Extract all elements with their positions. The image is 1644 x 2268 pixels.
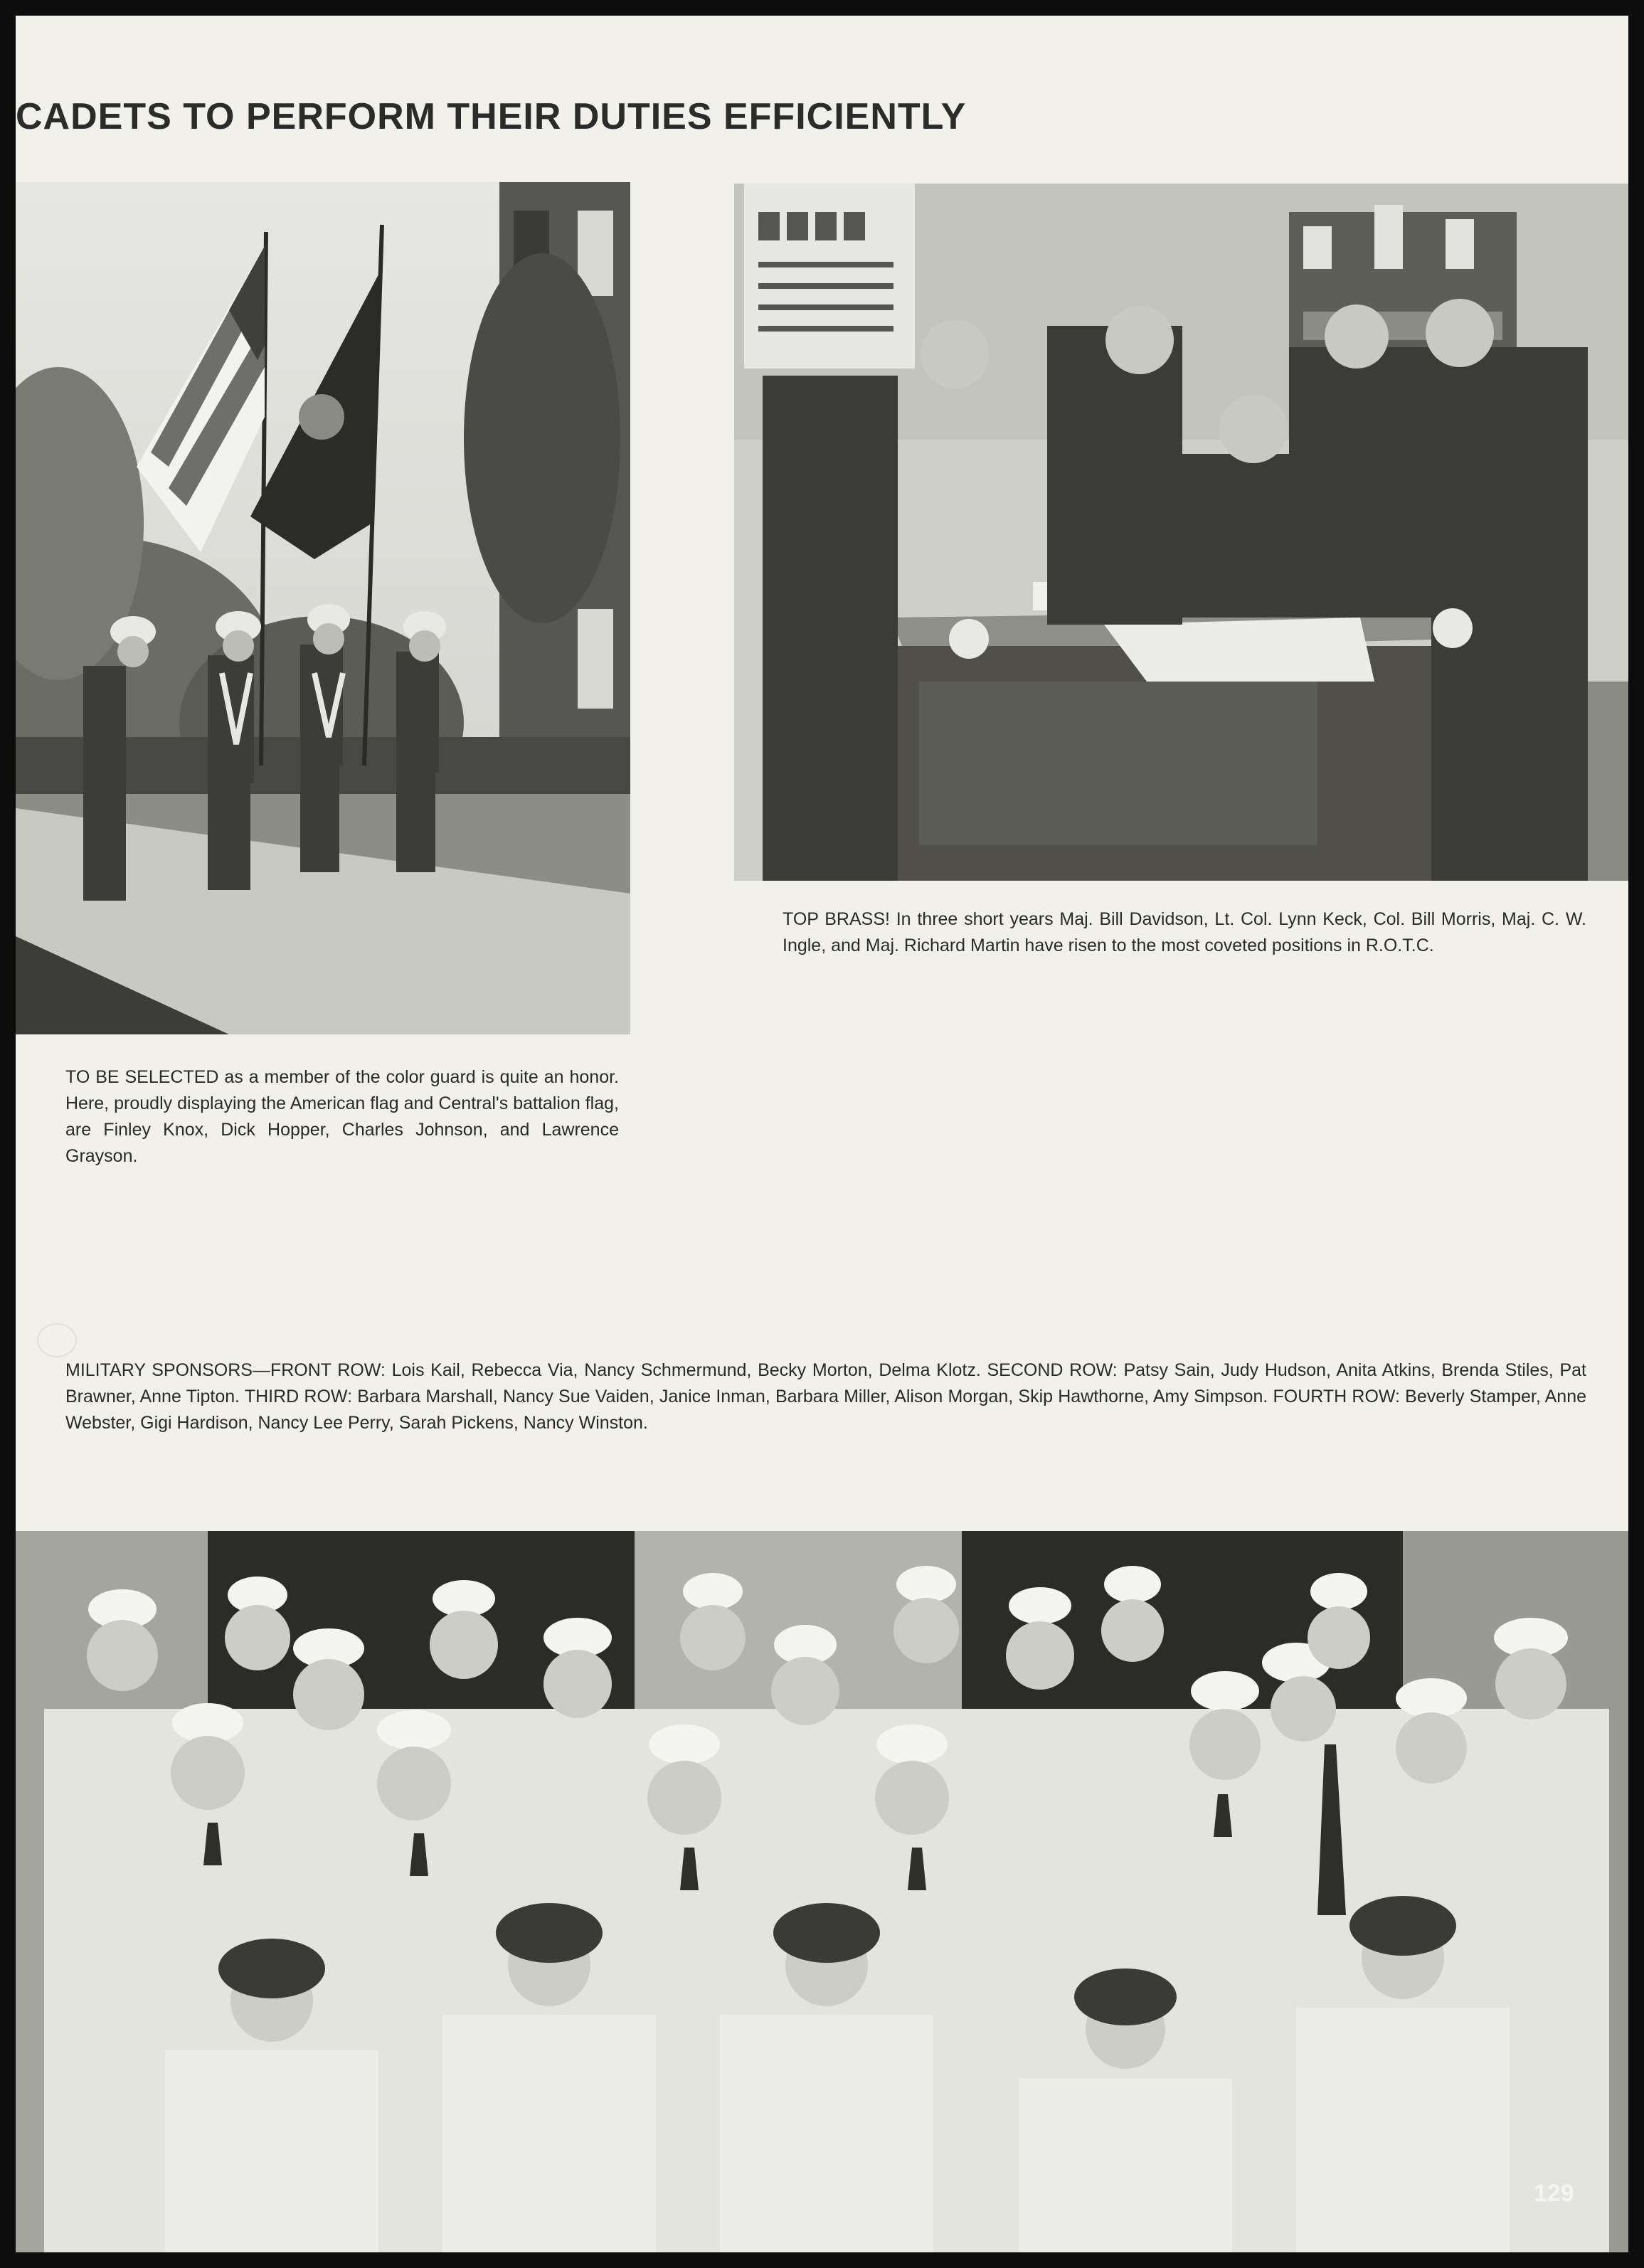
- military-sponsors-caption: MILITARY SPONSORS—FRONT ROW: Lois Kail, Rebecca Via, Nancy Schmermund, Becky Morton, Delma Klotz. SECOND ROW: Patsy Sain, Judy Hudson, Anita Atkins, Brenda Stiles, Pat Brawner, Anne Tipton. THIRD ROW: Barbara Marshall, Nancy Sue Vaiden, Janice Inman, Barbara Miller, Alison Morgan, Skip Hawthorne, Amy Simpson. FOURTH ROW: Beverly Stamper, Anne Webster, Gigi Hardison, Nancy Lee Perry, Sarah Pickens, Nancy Winston.: [65, 1360, 1586, 1433]
- top-brass-photo: [734, 184, 1628, 881]
- color-guard-photo: [16, 182, 630, 1034]
- page-headline: CADETS TO PERFORM THEIR DUTIES EFFICIENTLY: [16, 96, 967, 137]
- top-brass-caption: TOP BRASS! In three short years Maj. Bill Davidson, Lt. Col. Lynn Keck, Col. Bill Morris, Maj. C. W. Ingle, and Maj. Richard Martin have risen to the most coveted positions in R.O.T.C.: [783, 909, 1586, 955]
- color-guard-caption: TO BE SELECTED as a member of the color guard is quite an honor. Here, proudly displaying the American flag and Central's battalion flag, are Finley Knox, Dick Hopper, Charles Johnson, and Lawrence Grayson.: [65, 1067, 619, 1166]
- page-number: 129: [1534, 2180, 1574, 2207]
- page-blemish: [37, 1323, 77, 1357]
- yearbook-page: [16, 16, 1628, 2252]
- military-sponsors-photo: [16, 1531, 1628, 2252]
